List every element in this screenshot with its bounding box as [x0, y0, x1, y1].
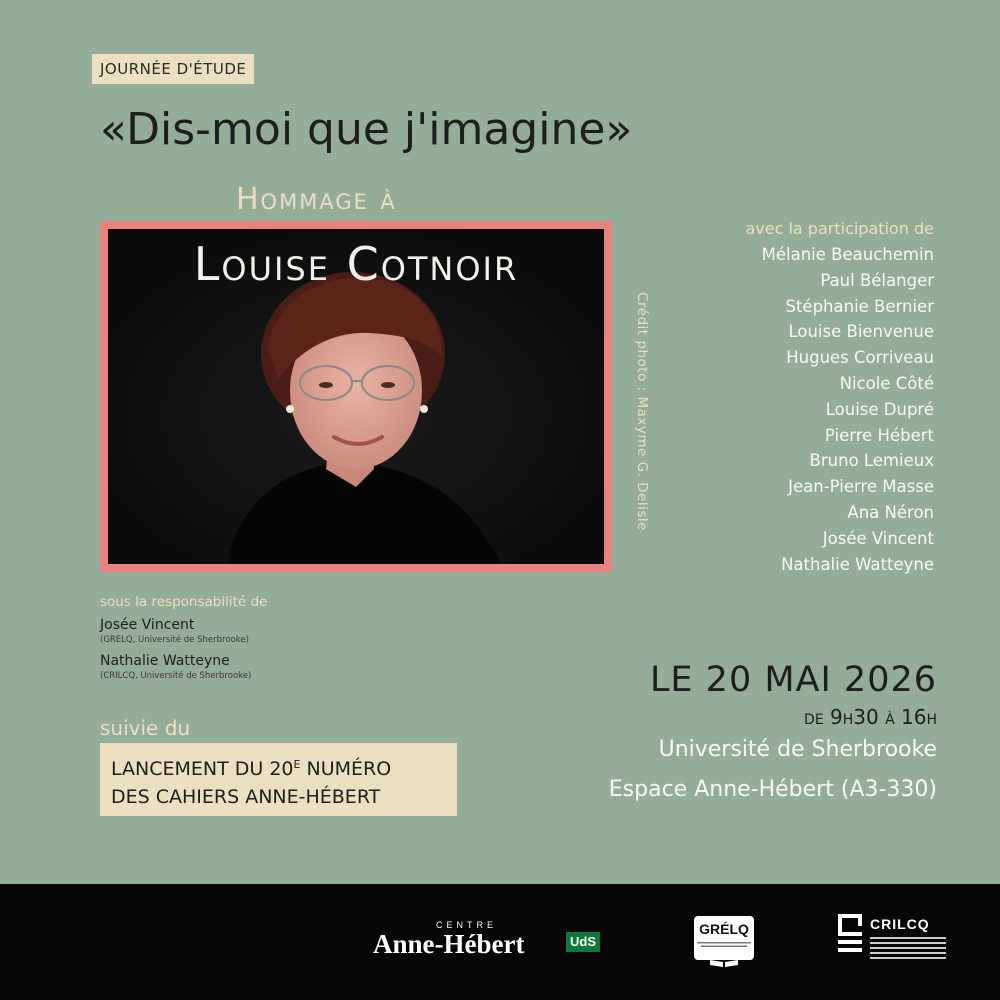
organizer-name: Nathalie Watteyne: [100, 653, 230, 669]
tribute-subtitle: Hommage à: [236, 182, 397, 217]
organizer-name: Josée Vincent: [100, 617, 195, 633]
participant-name: Josée Vincent: [822, 528, 934, 548]
event-date: LE 20 MAI 2026: [649, 660, 937, 700]
launch-line-2: DES CAHIERS ANNE-HÉBERT: [111, 786, 381, 808]
crilcq-mark-icon: [838, 914, 866, 958]
honoree-name: Louise Cotnoir: [193, 237, 519, 291]
followed-by-label: suivie du: [100, 716, 191, 740]
participant-name: Pierre Hébert: [824, 425, 934, 445]
organizer-affiliation: (CRILCQ, Université de Sherbrooke): [100, 671, 252, 681]
portrait-photo: [108, 229, 604, 564]
uds-logo: UdS: [566, 932, 600, 952]
launch-box: [100, 743, 457, 816]
event-title: «Dis-moi que j'imagine»: [100, 104, 633, 155]
organizers-block: [100, 594, 267, 688]
launch-line-1: LANCEMENT DU $20^E$ NUMÉRO: [111, 758, 392, 780]
centre-label: CENTRE: [435, 920, 497, 930]
book-icon: [708, 958, 740, 968]
participant-name: Hugues Corriveau: [786, 348, 934, 368]
event-type-badge: JOURNÉE D'ÉTUDE: [92, 54, 254, 84]
participant-name: Nicole Côté: [839, 373, 934, 393]
crilcq-logo: [838, 914, 948, 966]
organizer-affiliation: (GRELQ, Université de Sherbrooke): [100, 635, 249, 645]
centre-anne-hebert-logo: [373, 920, 560, 958]
participant-name: Ana Néron: [847, 502, 934, 522]
crilcq-fine-print: [870, 934, 946, 959]
event-venue-room: Espace Anne-Hébert (A3-330): [608, 777, 937, 802]
photo-credit: Crédit photo : Maxyme G. Delisle: [634, 292, 650, 531]
portrait-frame: [100, 221, 612, 572]
participants-heading: avec la participation de: [745, 219, 934, 238]
crilcq-wordmark: CRILCQ: [870, 916, 930, 932]
grelq-fine-print: [693, 941, 755, 949]
participant-name: Louise Dupré: [825, 399, 934, 419]
participant-name: Louise Bienvenue: [788, 322, 934, 342]
event-venue-institution: Université de Sherbrooke: [658, 737, 937, 762]
participant-name: Jean-Pierre Masse: [788, 477, 934, 497]
anne-hebert-wordmark: Anne-Hébert: [373, 929, 525, 959]
participant-name: Stéphanie Bernier: [785, 296, 934, 316]
participant-name: Mélanie Beauchemin: [761, 245, 934, 264]
participant-name: Paul Bélanger: [820, 270, 934, 290]
participant-name: Bruno Lemieux: [809, 451, 934, 471]
participant-name: Nathalie Watteyne: [781, 554, 934, 574]
participants-list: [745, 216, 934, 577]
organizers-heading: sous la responsabilité de: [100, 594, 268, 610]
event-time: de 9h30 à 16h: [804, 705, 937, 729]
footer-logo-bar: [0, 884, 1000, 1000]
grelq-wordmark: GRÉLQ: [699, 921, 749, 937]
grelq-logo: [690, 914, 758, 970]
